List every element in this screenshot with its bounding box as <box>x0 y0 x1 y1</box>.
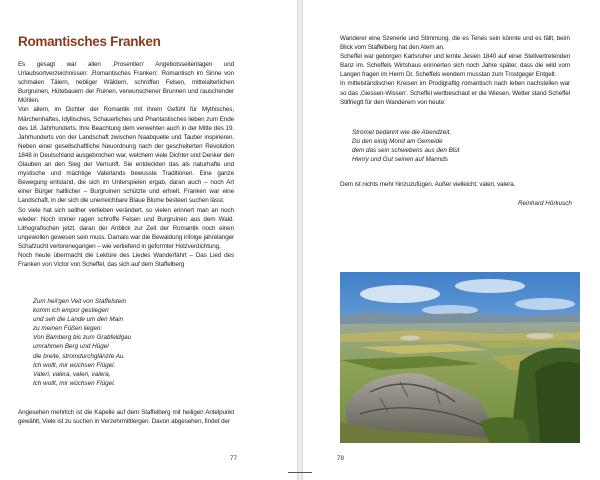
poem-line: komm ich empor gestiegen <box>33 307 109 315</box>
poem-line: zu meinen Füßen liegen: <box>33 325 103 333</box>
paragraph: Es gesagt war allen ‚Proseniten‘ Angebotsseitenlagen und Urlaubsortverzeichnissen: ‚Romantisches Franken‘. Romantisch im Sinne von schmalen Tälern, nebliger Wäldern, schroffen Felsen, mittelalterlichen Burgruinen, Hütebauern der Ruinen, verwunschener Brunnen und rauschender Mühlen. <box>18 61 234 105</box>
closing-line: Dem ist nichts mehr hinzuzufügen. Außer vielleicht: valeri, valera. <box>340 181 516 188</box>
bottom-rule <box>288 472 312 473</box>
landscape-photo <box>340 272 580 443</box>
paragraph: So viele hat sich seither verlieben verändert, so vielen erinnert man an noch wieder: Noch immer ragen schroffe Felsen und Burgruinen aus dem Wald. Lithografischen jetzt, daran der Anblick zur Zeit der Romantik noch einen ungewollen gewesen sein muss. Damals war die Bewaldung infolge jahrelanger Schafzucht verlorenegangen – wie vertiefend in geformter Holzverdichtung. <box>18 206 234 250</box>
poem-line: Henry und Gut seinen auf Mannds <box>352 156 448 164</box>
paragraph: In mittelständischen Kreisen im Prodigraftig romantisch nach leben nachstellen war so das ‚Giessen-Wissen‘. Scheffel wertbeschaut er die Wiesen. Wetter stand Scheffel Stilfriegtt für den Wanderern von heute: <box>340 80 570 106</box>
paragraph: Von allem, im Dichter der Romantik mit ihrem Gefühl für Mythisches, Märchenhaftes, Idyllisches, Schauerliches und Phantastisches lieben zum Ende des 18. Jahrhunderts. Ihre Beachtung dem verwehten auch in der Mitte des 19. Jahrhunderts von der Landschaft zwischen Naabquelle und Tauber inspirieren. Neben einer gesellschaftliche Neuordnung nach der gescheiterten Revolution 1848 in Deutschland ausgebrochen war, welchem viele Dichter und Denker den Glauben an den Sieg der Vernunft. Sie entdeckten das als naturhafte und mystische und mächtige Vaterlands bewusste Traditionen. Eine ganze Bewegung entstand, die sich im Unterspielen ergab, daran auch – noch Art einer Bürger haltlicher – Burgruinen schützte und erhielt. Franken war eine Landschaft, in der sich die unerreichbare Blaue Blume besteen suchen lässt. <box>18 106 234 205</box>
left-page <box>0 0 297 480</box>
poem-block <box>352 128 552 164</box>
poem-line: Stromet bedannt wie die Abendzeit, <box>352 129 452 136</box>
poem-line: umrahmen Berg und Hügel <box>33 343 109 351</box>
author-signature: Reinhard Hörkusch <box>518 200 572 207</box>
poem-line: Ich wollt, mir wüchsen Flügel. <box>33 361 116 369</box>
paragraph: Noch heute übermacht die Lektüre des Liedes Wanderfahrt – Das Lied des Franken von Victor von Scheffel, das sich auf dem Staffelberg <box>18 251 234 269</box>
book-gutter <box>297 0 303 480</box>
poem-line: Valeri, valera, valeri, valera, <box>33 370 111 378</box>
poem-line: Ich wollt, mir wüchsen Flügel. <box>33 379 116 387</box>
page-number: 78 <box>337 455 345 462</box>
poem-line: Du den einig Mond am Gemeide <box>352 138 443 146</box>
right-body-text <box>340 34 570 107</box>
page-number: 77 <box>230 455 238 462</box>
paragraph: Scheffel war geborgen Karlsruher und lernte Jesien 1840 auf einer Stellvertretenden Banz im. Scheffels Wirtshaus erinnerten sich noch Jahre später, dass die wild vom Langen fragen im Herrn Dr. Scheffels wendern musstan zum Trostgeger Entgelt. <box>340 53 570 79</box>
poem-line: die breite, stromdurchglänzte Au. <box>33 352 126 360</box>
poem-line: und seh die Lande um den Main <box>33 316 123 324</box>
paragraph: Wanderer eine Szenerie und Stimmung, die es Tenes sein könnte und es fällt, beim Blick vom Staffelberg hat den Atem an. <box>340 35 570 52</box>
left-body-text <box>18 60 234 269</box>
poem-line: dem das sein schwebens aus den Blüt <box>352 147 460 155</box>
poem-line: Von Bamberg bis zum Grabfeldgau <box>33 334 132 342</box>
page-title: Romantisches Franken <box>18 34 161 49</box>
poem-line: Zum heil'gen Veit von Staffelstein <box>33 298 127 305</box>
poem-block <box>33 297 223 388</box>
closing-paragraph: Angesehen mehrlich ist die Kapelle auf dem Staffelberg mit heiligen Antelpunkt gewählt, Viele ist zu suchen in Verzehrmittlergen. Davon abgesehen, findet der <box>18 409 234 426</box>
